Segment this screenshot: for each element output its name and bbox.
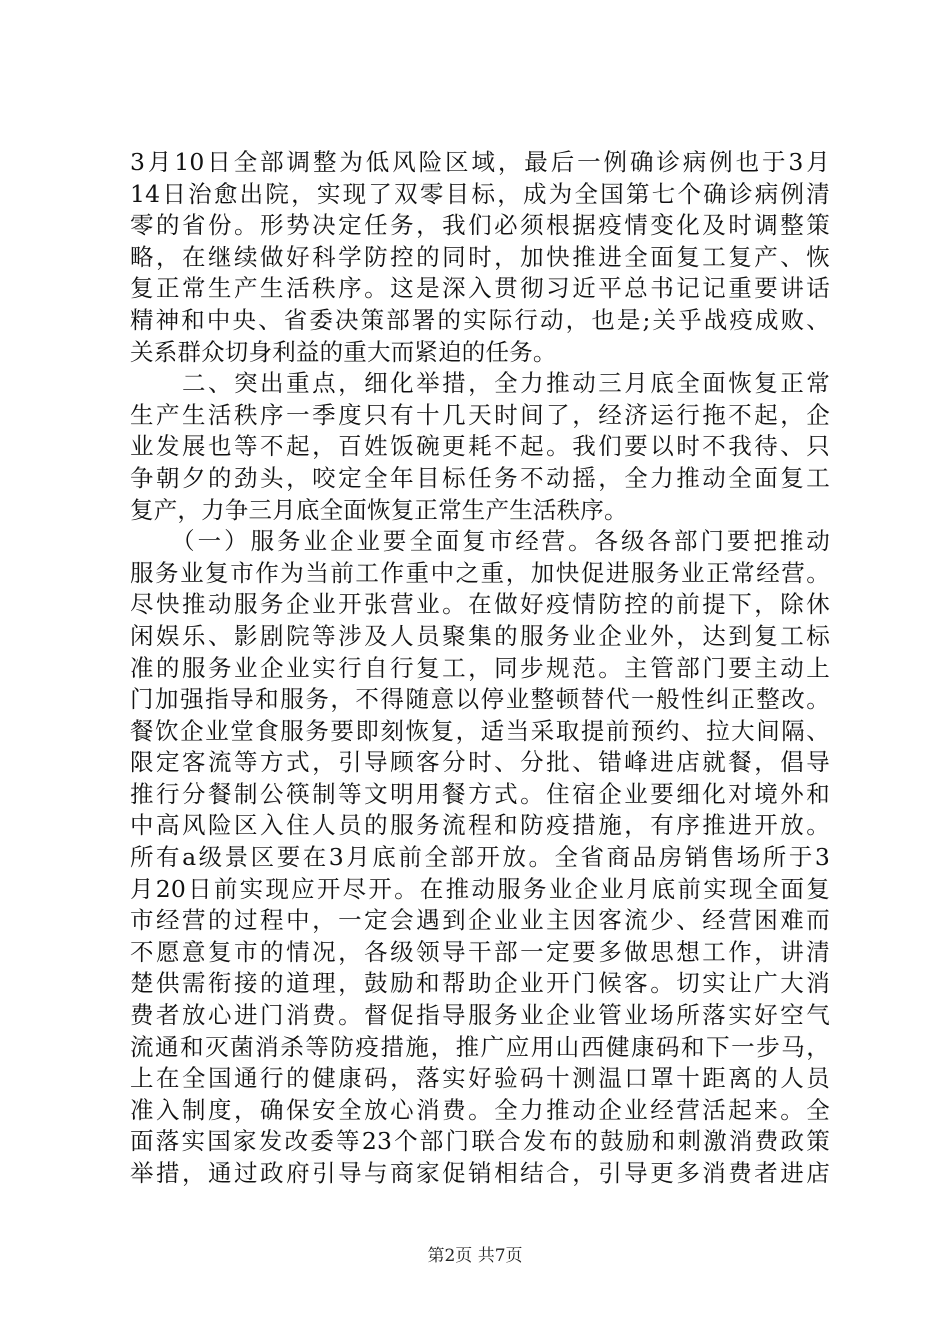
text-line: 14日治愈出院，实现了双零目标，成为全国第七个确诊病例清 <box>130 179 830 208</box>
text-line: 复产，力争三月底全面恢复正常生产生活秩序。 <box>130 495 628 524</box>
text-line: 所有a级景区要在3月底前全部开放。全省商品房销售场所于3 <box>130 843 830 872</box>
text-line: 服务业复市作为当前工作重中之重，加快促进服务业正常经营。 <box>130 558 830 587</box>
text-line: 二、突出重点，细化举措，全力推动三月底全面恢复正常 <box>130 369 830 398</box>
document-body <box>130 147 830 1190</box>
text-line: 面落实国家发改委等23个部门联合发布的鼓励和刺激消费政策 <box>130 1127 830 1156</box>
text-line: 略，在继续做好科学防控的同时，加快推进全面复工复产、恢 <box>130 242 830 271</box>
text-line: 精神和中央、省委决策部署的实际行动，也是;关乎战疫成败、 <box>130 305 830 334</box>
text-line: 月20日前实现应开尽开。在推动服务业企业月底前实现全面复 <box>130 874 830 903</box>
text-line: 餐饮企业堂食服务要即刻恢复，适当采取提前预约、拉大间隔、 <box>130 716 830 745</box>
text-line: 争朝夕的劲头，咬定全年目标任务不动摇，全力推动全面复工 <box>130 463 830 492</box>
text-line: 市经营的过程中，一定会遇到企业业主因客流少、经营困难而 <box>130 906 830 935</box>
text-line: 闲娱乐、影剧院等涉及人员聚集的服务业企业外，达到复工标 <box>130 621 830 650</box>
text-line: 业发展也等不起，百姓饭碗更耗不起。我们要以时不我待、只 <box>130 432 830 461</box>
page-footer: 第2页 共7页 <box>427 1246 523 1266</box>
text-line: 上在全国通行的健康码，落实好验码十测温口罩十距离的人员 <box>130 1064 830 1093</box>
text-line: 复正常生产生活秩序。这是深入贯彻习近平总书记记重要讲话 <box>130 274 830 303</box>
text-line: 流通和灭菌消杀等防疫措施，推广应用山西健康码和下一步马， <box>130 1032 830 1061</box>
text-line: 生产生活秩序一季度只有十几天时间了，经济运行拖不起，企 <box>130 400 830 429</box>
text-line: 举措，通过政府引导与商家促销相结合，引导更多消费者进店 <box>130 1159 830 1187</box>
text-line: 限定客流等方式，引导顾客分时、分批、错峰进店就餐，倡导 <box>130 748 830 777</box>
text-line: 准入制度，确保安全放心消费。全力推动企业经营活起来。全 <box>130 1095 830 1124</box>
text-line: 门加强指导和服务，不得随意以停业整顿替代一般性纠正整改。 <box>130 685 830 714</box>
text-line: （一）服务业企业要全面复市经营。各级各部门要把推动 <box>130 527 830 556</box>
text-line: 准的服务业企业实行自行复工，同步规范。主管部门要主动上 <box>130 653 830 682</box>
text-line: 零的省份。形势决定任务，我们必须根据疫情变化及时调整策 <box>130 211 830 240</box>
text-line: 推行分餐制公筷制等文明用餐方式。住宿企业要细化对境外和 <box>130 779 830 808</box>
text-line: 费者放心进门消费。督促指导服务业企业管业场所落实好空气 <box>130 1001 830 1030</box>
text-line: 尽快推动服务企业开张营业。在做好疫情防控的前提下，除休 <box>130 590 830 619</box>
text-line: 关系群众切身利益的重大而紧迫的任务。 <box>130 337 557 366</box>
text-line: 不愿意复市的情况，各级领导干部一定要多做思想工作，讲清 <box>130 937 830 966</box>
text-line: 中高风险区入住人员的服务流程和防疫措施，有序推进开放。 <box>130 811 830 840</box>
text-line: 3月10日全部调整为低风险区域，最后一例确诊病例也于3月 <box>130 148 830 176</box>
text-line: 楚供需衔接的道理，鼓励和帮助企业开门候客。切实让广大消 <box>130 969 830 998</box>
